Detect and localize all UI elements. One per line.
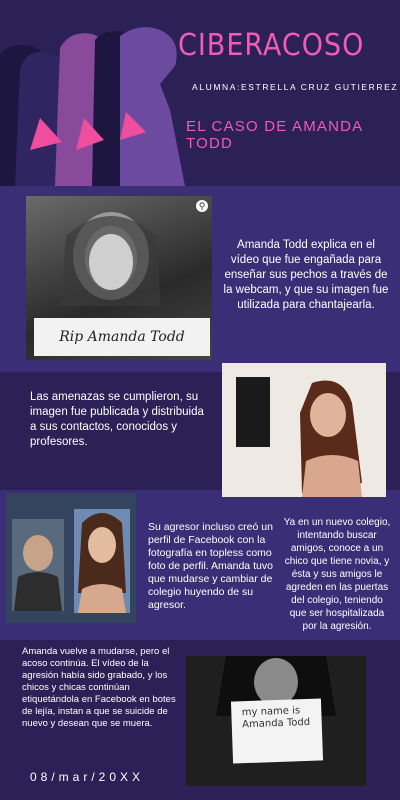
page-subtitle: EL CASO DE AMANDA TODD — [186, 118, 363, 152]
selfie-illustration — [222, 363, 386, 497]
section-2-text: Las amenazas se cumplieron, su imagen fue publicada y distribuida a sus contactos, conocidos y profesores. — [30, 391, 204, 448]
selfie-photo — [222, 363, 386, 497]
section-3-text-left: Su agresor incluso creó un perfil de Facebook con la fotografía en topless como foto de perfil. Amanda tuvo que mudarse y cambiar de colegio huyendo de su agresor. — [148, 521, 273, 611]
section-3-text-right: Ya en un nuevo colegio, intentando buscar amigos, conoce a un chico que tiene novia, y ésta y sus amigos le agreden en las puertas del colegio, teniendo que ser hospitalizada por la agresión. — [283, 517, 391, 632]
section-1-text: Amanda Todd explica en el vídeo que fue engañada para enseñar sus pechos a través de la webcam, y que su imagen fue utilizada para chantajearla. — [223, 239, 389, 311]
author-name: ALUMNA:ESTRELLA CRUZ GUTIERREZ — [192, 82, 399, 92]
rip-caption-box — [34, 318, 210, 356]
section-4-text: Amanda vuelve a mudarse, pero el acoso continúa. El vídeo de la agresión había sido grabado, y los chicos y chicas continúan etiquetándola en Facebook en botes de lejía, instan a que se suicide de nuevo y desean que se muera. — [22, 646, 176, 729]
silhouette-illustration — [0, 0, 190, 186]
rip-caption: Rip Amanda Todd — [59, 329, 185, 345]
facebook-profile-collage — [6, 493, 136, 623]
zoom-icon[interactable]: ⚲ — [196, 200, 208, 212]
sign-photo — [186, 656, 366, 786]
footer-date: 08/mar/20XX — [30, 770, 145, 784]
page-title: CIBERACOSO — [178, 28, 365, 63]
handwritten-sign: my name is Amanda Todd — [241, 705, 311, 731]
amanda-portrait-photo — [26, 196, 212, 360]
collage-illustration — [6, 493, 136, 623]
